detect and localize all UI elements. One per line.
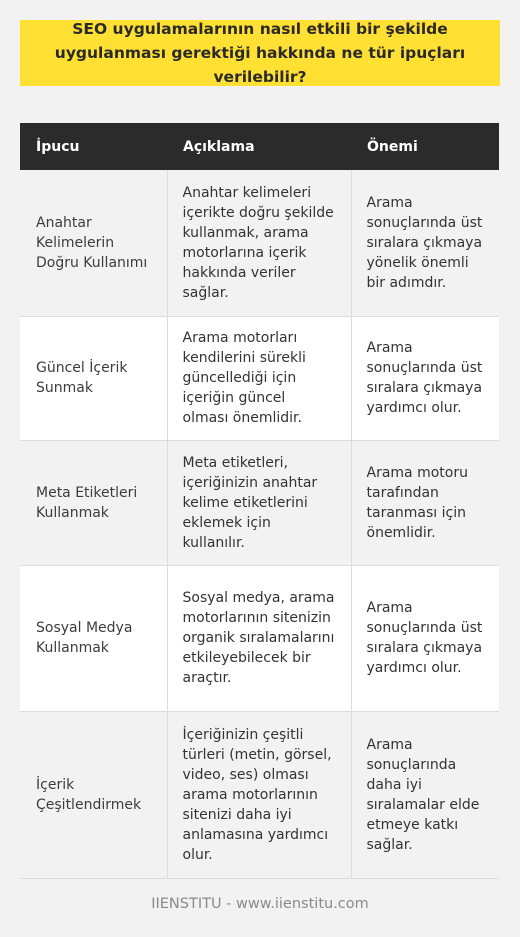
- importance-cell: Arama sonuçlarında üst sıralara çıkmaya yönelik önemli bir adımdır.: [351, 170, 499, 316]
- page-title: SEO uygulamalarının nasıl etkili bir şekilde uygulanması gerektiği hakkında ne tür ipuçları verilebilir?: [54, 20, 466, 86]
- table-row: [20, 440, 499, 565]
- description-cell: Sosyal medya, arama motorlarının sitenizin organik sıralamalarını etkileyebilecek bir araçtır.: [167, 565, 351, 711]
- column-header-importance: Önemi: [351, 123, 499, 170]
- table-row: [20, 316, 499, 440]
- description-cell: İçeriğinizin çeşitli türleri (metin, görsel, video, ses) olması arama motorlarının sitenizi daha iyi anlamasına yardımcı olur.: [167, 711, 351, 878]
- tip-cell: Anahtar Kelimelerin Doğru Kullanımı: [20, 170, 167, 316]
- tip-cell: Güncel İçerik Sunmak: [20, 316, 167, 440]
- tips-table: [20, 123, 499, 879]
- tip-cell: Sosyal Medya Kullanmak: [20, 565, 167, 711]
- importance-cell: Arama sonuçlarında daha iyi sıralamalar elde etmeye katkı sağlar.: [351, 711, 499, 878]
- column-header-description: Açıklama: [167, 123, 351, 170]
- table-row: [20, 565, 499, 711]
- tip-cell: Meta Etiketleri Kullanmak: [20, 440, 167, 565]
- description-cell: Anahtar kelimeleri içerikte doğru şekilde kullanmak, arama motorlarına içerik hakkında veriler sağlar.: [167, 170, 351, 316]
- table-row: [20, 170, 499, 316]
- importance-cell: Arama motoru tarafından taranması için önemlidir.: [351, 440, 499, 565]
- table-row: [20, 711, 499, 878]
- column-header-tip: İpucu: [20, 123, 167, 170]
- description-cell: Meta etiketleri, içeriğinizin anahtar kelime etiketlerini eklemek için kullanılır.: [167, 440, 351, 565]
- importance-cell: Arama sonuçlarında üst sıralara çıkmaya yardımcı olur.: [351, 316, 499, 440]
- table-header-row: [20, 123, 499, 170]
- description-cell: Arama motorları kendilerini sürekli güncellediği için içeriğin güncel olması önemlidir.: [167, 316, 351, 440]
- footer-credit: IIENSTITU - www.iienstitu.com: [151, 896, 369, 912]
- title-banner: [20, 20, 500, 86]
- importance-cell: Arama sonuçlarında üst sıralara çıkmaya yardımcı olur.: [351, 565, 499, 711]
- tip-cell: İçerik Çeşitlendirmek: [20, 711, 167, 878]
